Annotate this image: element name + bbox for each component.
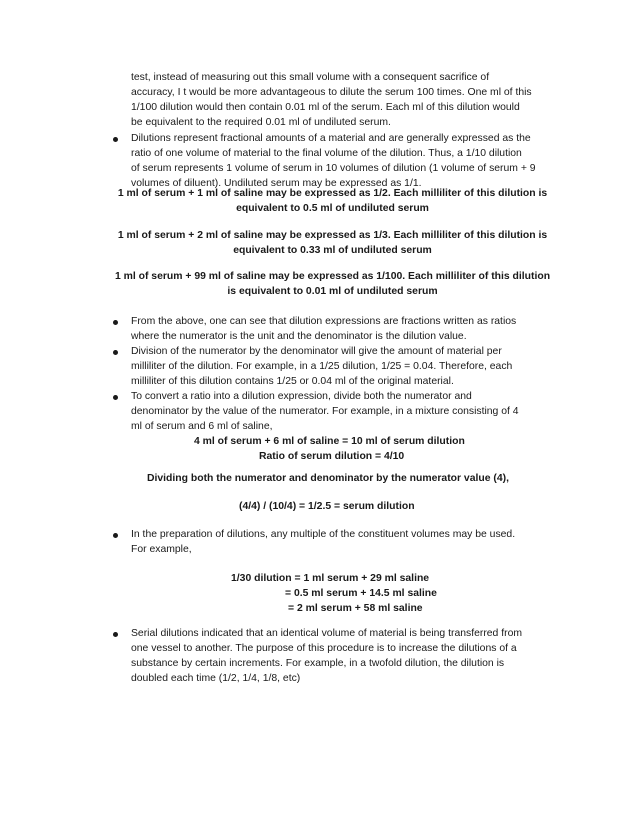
bullet-icon xyxy=(113,350,118,355)
bullet-line: substance by certain increments. For example, in a twofold dilution, the dilution is xyxy=(131,658,505,669)
paragraph-line: accuracy, I t would be more advantageous to dilute the serum 100 times. One ml of this xyxy=(131,87,532,98)
example-line: 1 ml of serum + 1 ml of saline may be expressed as 1/2. Each milliliter of this dilution is xyxy=(117,188,548,199)
bullet-line: In the preparation of dilutions, any multiple of the constituent volumes may be used. xyxy=(131,529,516,540)
example-line: is equivalent to 0.01 ml of undiluted serum xyxy=(227,286,438,297)
convert-equation: 4 ml of serum + 6 ml of saline = 10 ml of serum dilution xyxy=(194,436,465,447)
bullet-line: From the above, one can see that dilution expressions are fractions written as ratios xyxy=(131,316,517,327)
convert-ratio: Ratio of serum dilution = 4/10 xyxy=(259,451,405,462)
bullet-icon xyxy=(113,137,118,142)
bullet-line: of serum represents 1 volume of serum in 10 volumes of dilution (1 volume of serum + 9 xyxy=(131,163,536,174)
bullet-line: milliliter of this dilution contains 1/25 or 0.04 ml of the original material. xyxy=(131,376,454,387)
continuation-paragraph xyxy=(131,70,551,130)
bullet-line: doubled each time (1/2, 1/4, 1/8, etc) xyxy=(131,673,301,684)
bullet-line: Division of the numerator by the denominator will give the amount of material per xyxy=(131,346,502,357)
bullet-line: one vessel to another. The purpose of this procedure is to increase the dilutions of a xyxy=(131,643,517,654)
bullet-icon xyxy=(113,533,118,538)
bullet-text xyxy=(131,314,551,344)
example-2 xyxy=(100,228,565,258)
dividing-statement: Dividing both the numerator and denominator by the numerator value (4), xyxy=(147,473,509,484)
bullet-text xyxy=(131,131,551,191)
bullet-line: Serial dilutions indicated that an identical volume of material is being transferred from xyxy=(131,628,523,639)
bullet-line: For example, xyxy=(131,544,192,555)
bullet-icon xyxy=(113,395,118,400)
bullet-text xyxy=(131,389,551,434)
example-line: equivalent to 0.33 ml of undiluted serum xyxy=(233,245,432,256)
bullet-line: ml of serum and 6 ml of saline, xyxy=(131,421,273,432)
bullet-line: Dilutions represent fractional amounts of a material and are generally expressed as the xyxy=(131,133,531,144)
bullet-line: where the numerator is the unit and the denominator is the dilution value. xyxy=(131,331,467,342)
example-line: 1 ml of serum + 2 ml of saline may be expressed as 1/3. Each milliliter of this dilution is xyxy=(117,230,548,241)
bullet-line: denominator by the value of the numerator. For example, in a mixture consisting of 4 xyxy=(131,406,519,417)
bullet-text xyxy=(131,344,551,389)
paragraph-line: test, instead of measuring out this small volume with a consequent sacrifice of xyxy=(131,72,490,83)
bullet-text xyxy=(131,527,551,557)
example-line: equivalent to 0.5 ml of undiluted serum xyxy=(236,203,429,214)
bullet-text xyxy=(131,626,551,686)
bullet-line: ratio of one volume of material to the final volume of the dilution. Thus, a 1/10 dilution xyxy=(131,148,522,159)
bullet-line: To convert a ratio into a dilution expression, divide both the numerator and xyxy=(131,391,472,402)
paragraph-line: 1/100 dilution would then contain 0.01 ml of the serum. Each ml of this dilution would xyxy=(131,102,520,113)
example-line: 1 ml of serum + 99 ml of saline may be expressed as 1/100. Each milliliter of this dilution xyxy=(114,271,551,282)
multiple-equation-3: = 2 ml serum + 58 ml saline xyxy=(288,603,423,614)
bullet-icon xyxy=(113,632,118,637)
paragraph-line: be equivalent to the required 0.01 ml of undiluted serum. xyxy=(131,117,391,128)
multiple-equation-1: 1/30 dilution = 1 ml serum + 29 ml saline xyxy=(231,573,430,584)
dividing-result: (4/4) / (10/4) = 1/2.5 = serum dilution xyxy=(239,501,415,512)
multiple-equation-2: = 0.5 ml serum + 14.5 ml saline xyxy=(285,588,437,599)
bullet-line: milliliter of the dilution. For example, in a 1/25 dilution, 1/25 = 0.04. Therefore, each xyxy=(131,361,513,372)
example-1 xyxy=(100,186,565,216)
bullet-line: volumes of diluent). Undiluted serum may be expressed as 1/1. xyxy=(131,178,422,189)
example-3 xyxy=(100,269,565,299)
bullet-icon xyxy=(113,320,118,325)
